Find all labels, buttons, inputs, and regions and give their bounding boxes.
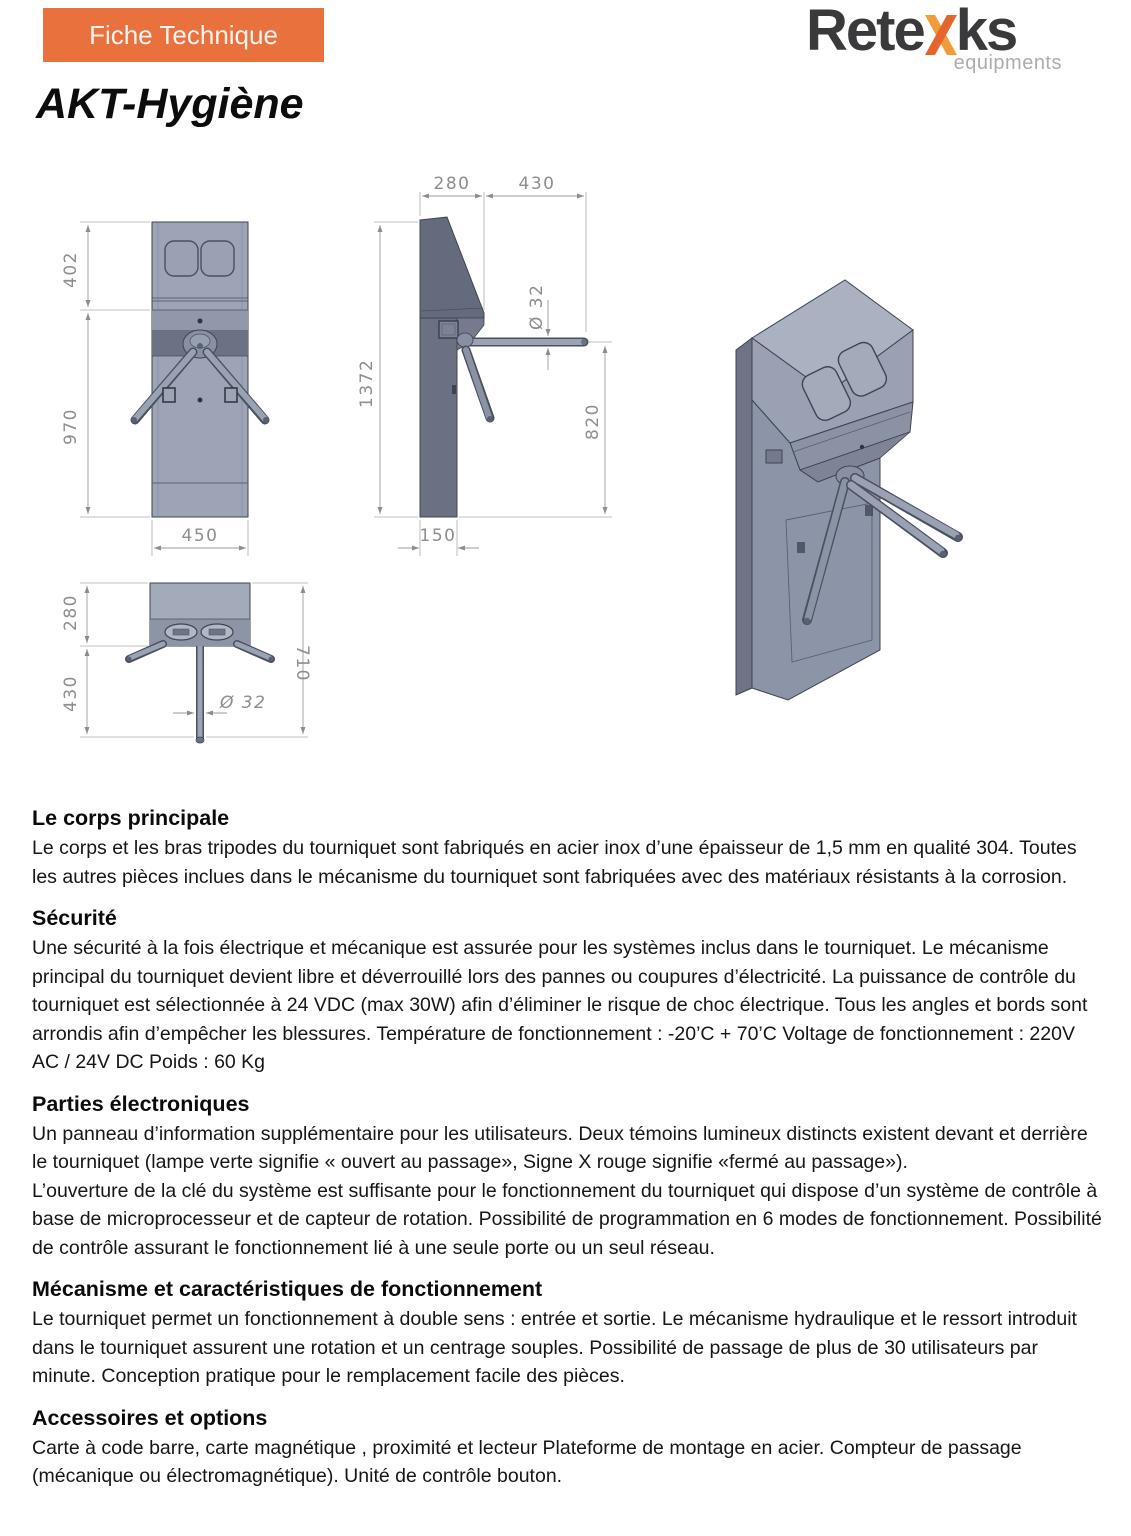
side-view-drawing	[357, 174, 612, 556]
section-paragraph: Un panneau d’information supplémentaire pour les utilisateurs. Deux témoins lumineux distincts existent devant et derrière le tourniquet (lampe verte signifie « ouvert au passage», Signe X rouge signifie «fermé au passage»).	[32, 1122, 1088, 1173]
dimension-label: 280	[433, 174, 471, 194]
dimension-label: 430	[61, 675, 81, 712]
section-parties-electroniques	[32, 1092, 1102, 1263]
dimension-label: 450	[181, 526, 219, 546]
spec-text-sections	[32, 806, 1102, 1491]
side-view-dimensions	[357, 174, 612, 556]
section-mecanisme	[32, 1277, 1102, 1391]
section-paragraph: L’ouverture de la clé du système est suffisante pour le fonctionnement du tourniquet qui dispose d’un système de contrôle à base de microprocesseur et de capteur de rotation. Possibilité de programmation en 6 modes de fonctionnement. Possibilité de contrôle assurant le fonctionnement lié à une seule porte ou un seul réseau.	[32, 1179, 1102, 1259]
technical-drawings	[0, 150, 1131, 810]
reteks-logo	[806, 2, 1068, 75]
front-view-drawing	[61, 222, 269, 556]
section-heading: Le corps principale	[32, 806, 230, 830]
dimension-label: 710	[292, 645, 312, 682]
dimension-label: 1372	[357, 358, 377, 408]
dimension-label: Ø 32	[220, 693, 267, 713]
section-paragraph: Le corps et les bras tripodes du tourniquet sont fabriqués en acier inox d’une épaisseur de 1,5 mm en qualité 304. Toutes les autres pièces inclues dans le mécanisme du tourniquet sont fabriquées avec des matériaux résistants à la corrosion.	[32, 837, 1077, 888]
iso-card-reader	[766, 450, 782, 463]
section-heading: Mécanisme et caractéristiques de fonctionnement	[32, 1277, 543, 1301]
dimension-label: 280	[61, 594, 81, 631]
dimension-label: Ø 32	[527, 283, 547, 330]
section-le-corps-principale	[32, 806, 1102, 891]
section-paragraph: Carte à code barre, carte magnétique , proximité et lecteur Plateforme de montage en acier. Compteur de passage (mécanique ou électromagnétique). Unité de contrôle bouton.	[32, 1436, 1022, 1487]
dimension-label: 150	[419, 526, 457, 546]
dimension-label: 430	[518, 174, 556, 194]
side-arm-rotated	[466, 350, 493, 422]
page-title: AKT-Hygiène	[36, 80, 304, 128]
side-arm-horizontal	[468, 339, 587, 345]
dimension-label: 970	[61, 408, 81, 445]
logo-text-post: ks	[955, 0, 1017, 63]
section-paragraph: Une sécurité à la fois électrique et mécanique est assurée pour les systèmes inclus dans le tourniquet. Le mécanisme principal du tourniquet devient libre et déverrouillé lors des pannes ou coupures d’électricité. La puissance de contrôle du tourniquet est sélectionnée à 24 VDC (max 30W) afin d’éliminer le risque de choc électrique. Tous les angles et bords sont arrondis afin d’empêcher les blessures. Température de fonctionnement : -20’C + 70’C Voltage de fonctionnement : 220V AC / 24V DC Poids : 60 Kg	[32, 937, 1088, 1073]
top-view-drawing	[61, 583, 312, 743]
logo-tagline: equipments	[953, 52, 1062, 74]
fiche-technique-badge: Fiche Technique	[43, 8, 324, 62]
logo-text-pre: Rete	[806, 0, 924, 63]
dispenser-recess-right	[201, 241, 234, 276]
section-accessoires	[32, 1406, 1102, 1491]
section-heading: Sécurité	[32, 906, 117, 930]
section-heading: Accessoires et options	[32, 1405, 268, 1430]
isometric-view-drawing	[736, 280, 961, 700]
section-paragraph: Le tourniquet permet un fonctionnement à double sens : entrée et sortie. Le mécanisme hydraulique et le ressort introduit dans le tourniquet assurent une rotation et un centrage souples. Possibilité de passage de plus de 30 utilisateurs par minute. Conception pratique pour le remplacement facile des pièces.	[32, 1308, 1077, 1387]
section-securite	[32, 906, 1102, 1077]
dimension-label: 820	[583, 403, 603, 440]
section-heading: Parties électroniques	[32, 1091, 250, 1116]
dimension-label: 402	[61, 251, 81, 288]
dispenser-recess-left	[165, 241, 198, 276]
